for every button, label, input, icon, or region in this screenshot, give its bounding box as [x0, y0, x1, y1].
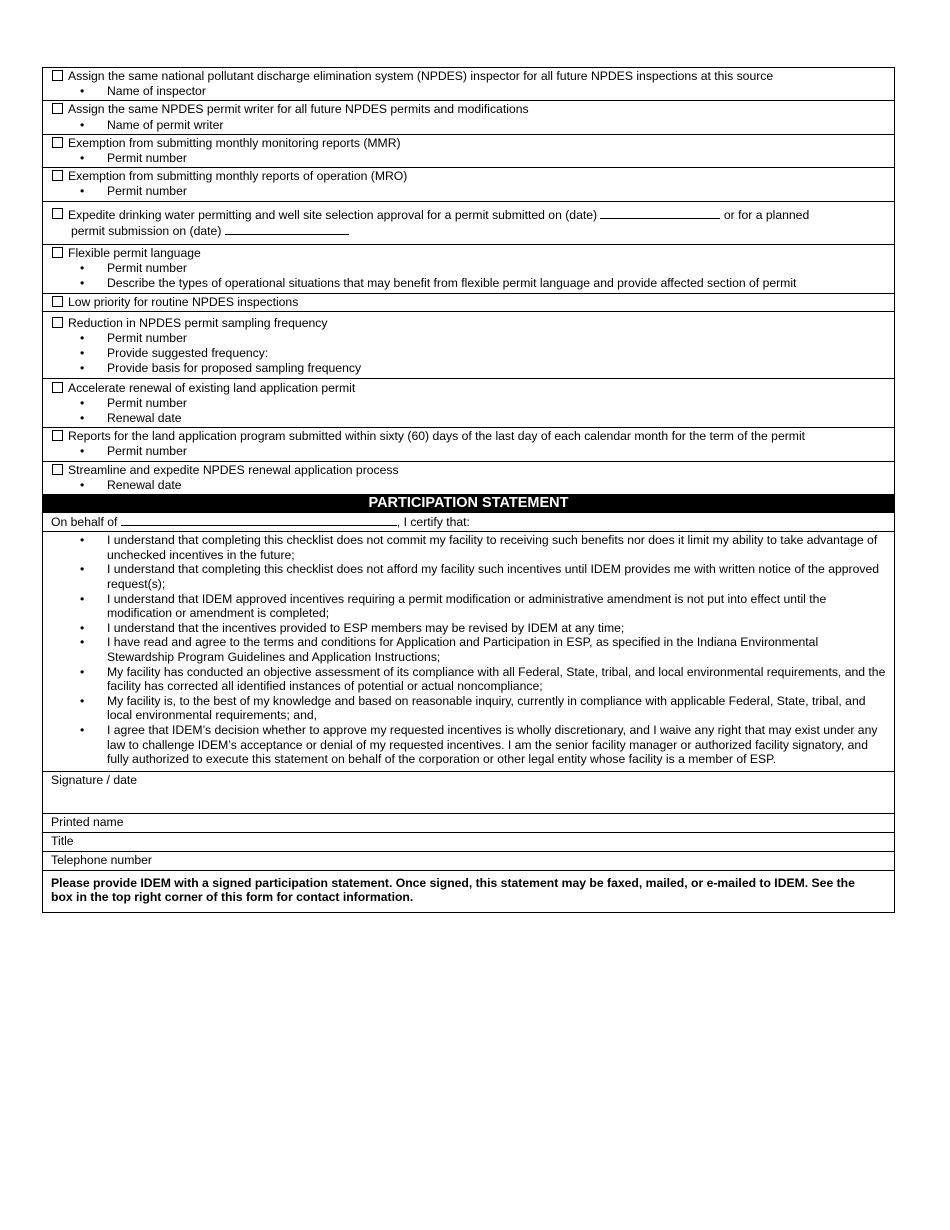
telephone-label: Telephone number: [51, 852, 152, 867]
option-bullet: • Provide suggested frequency:: [51, 346, 894, 361]
option-row: [43, 202, 894, 245]
option-row: [43, 379, 894, 429]
option-checkbox[interactable]: [52, 103, 63, 114]
option-label: Flexible permit language: [68, 246, 201, 261]
option-bullet: • Name of inspector: [51, 84, 894, 99]
submitted-date-field[interactable]: [600, 207, 720, 219]
entity-name-field[interactable]: [121, 514, 397, 526]
option-bullet: • Permit number: [51, 151, 894, 166]
option-bullet: • Permit number: [51, 331, 894, 346]
option-label: Reports for the land application program submitted within sixty (60) days of the last day of each calendar month for the term of the permit: [68, 429, 806, 444]
option-label: Expedite drinking water permitting and well site selection approval for a permit submitted on (date): [68, 207, 598, 222]
option-bullet: • Permit number: [51, 184, 894, 199]
option-label: Exemption from submitting monthly reports of operation (MRO): [68, 169, 408, 184]
statement-item: • My facility has conducted an objective assessment of its compliance with all Federal, State, tribal, and local environmental requirements, and the facility has corrected all identified instances of potential or actual noncompliance;: [51, 665, 894, 694]
option-checkbox[interactable]: [52, 208, 63, 219]
option-row: [43, 462, 894, 495]
title-label: Title: [51, 833, 74, 848]
statement-item: • My facility is, to the best of my knowledge and based on reasonable inquiry, currently in compliance with applicable Federal, State, tribal, and local environmental requirements; and,: [51, 694, 894, 723]
option-row: [43, 168, 894, 201]
printed-name-field[interactable]: [43, 814, 894, 833]
statements-block: [43, 532, 894, 772]
option-checkbox[interactable]: [52, 170, 63, 181]
signature-label: Signature / date: [51, 772, 138, 787]
submission-note: Please provide IDEM with a signed participation statement. Once signed, this statement may be faxed, mailed, or e-mailed to IDEM. See the box in the top right corner of this form for contact information.: [51, 875, 855, 905]
option-row: [43, 312, 894, 379]
statement-item: • I understand that IDEM approved incentives requiring a permit modification or administrative amendment is not put into effect until the modification or amendment is completed;: [51, 592, 894, 621]
option-bullet: • Permit number: [51, 261, 894, 276]
option-checkbox[interactable]: [52, 430, 63, 441]
on-behalf-row: [43, 513, 894, 532]
on-behalf-prefix: On behalf of: [51, 515, 118, 530]
option-label: Assign the same NPDES permit writer for all future NPDES permits and modifications: [68, 102, 529, 117]
option-bullet: • Renewal date: [51, 411, 894, 426]
option-bullet: • Provide basis for proposed sampling frequency: [51, 361, 894, 376]
statement-item: • I understand that completing this checklist does not commit my facility to receiving such benefits nor does it limit my ability to take advantage of unchecked incentives in the future;: [51, 533, 894, 562]
option-label-cont: or for a planned: [723, 207, 810, 222]
option-bullet: • Describe the types of operational situations that may benefit from flexible permit language and provide affected section of permit: [51, 276, 894, 291]
option-checkbox[interactable]: [52, 464, 63, 475]
option-label: Low priority for routine NPDES inspections: [68, 294, 299, 309]
option-checkbox[interactable]: [52, 317, 63, 328]
title-field[interactable]: [43, 833, 894, 852]
option-bullet: • Permit number: [51, 444, 894, 459]
option-checkbox[interactable]: [52, 382, 63, 393]
incentives-form: [42, 67, 895, 913]
option-row: [43, 68, 894, 101]
option-checkbox[interactable]: [52, 296, 63, 307]
option-label-cont: permit submission on (date): [71, 223, 222, 238]
option-label: Accelerate renewal of existing land application permit: [68, 380, 356, 395]
option-row: [43, 101, 894, 134]
planned-date-field[interactable]: [225, 223, 349, 235]
participation-heading: PARTICIPATION STATEMENT: [43, 495, 894, 513]
option-label: Streamline and expedite NPDES renewal application process: [68, 462, 399, 477]
option-bullet: • Name of permit writer: [51, 118, 894, 133]
option-label: Reduction in NPDES permit sampling frequency: [68, 315, 328, 330]
printed-name-label: Printed name: [51, 814, 124, 829]
signature-field[interactable]: [43, 772, 894, 814]
option-checkbox[interactable]: [52, 247, 63, 258]
option-label: Assign the same national pollutant discharge elimination system (NPDES) inspector for all future NPDES inspections at this source: [68, 69, 774, 83]
option-row: [43, 245, 894, 294]
telephone-field[interactable]: [43, 852, 894, 871]
statement-item: • I have read and agree to the terms and conditions for Application and Participation in ESP, as specified in the Indiana Environmental Stewardship Program Guidelines and Application Instructions;: [51, 635, 894, 664]
statement-item: • I understand that completing this checklist does not afford my facility such incentives until IDEM provides me with written notice of the approved request(s);: [51, 562, 894, 591]
option-checkbox[interactable]: [52, 137, 63, 148]
option-checkbox[interactable]: [52, 70, 63, 81]
option-bullet: • Renewal date: [51, 478, 894, 493]
option-row: [43, 428, 894, 461]
option-bullet: • Permit number: [51, 396, 894, 411]
statement-item: • I understand that the incentives provided to ESP members may be revised by IDEM at any time;: [51, 621, 894, 636]
option-row: [43, 135, 894, 168]
statement-item: • I agree that IDEM’s decision whether to approve my requested incentives is wholly discretionary, and I waive any right that may exist under any law to challenge IDEM’s acceptance or denial of my requested incentives. I am the senior facility manager or authorized facility signatory, and fully authorized to execute this statement on behalf of the corporation or other legal entity whose facility is a member of ESP.: [51, 723, 894, 767]
option-row: [43, 294, 894, 312]
on-behalf-suffix: , I certify that:: [396, 515, 470, 530]
option-label: Exemption from submitting monthly monitoring reports (MMR): [68, 135, 401, 150]
